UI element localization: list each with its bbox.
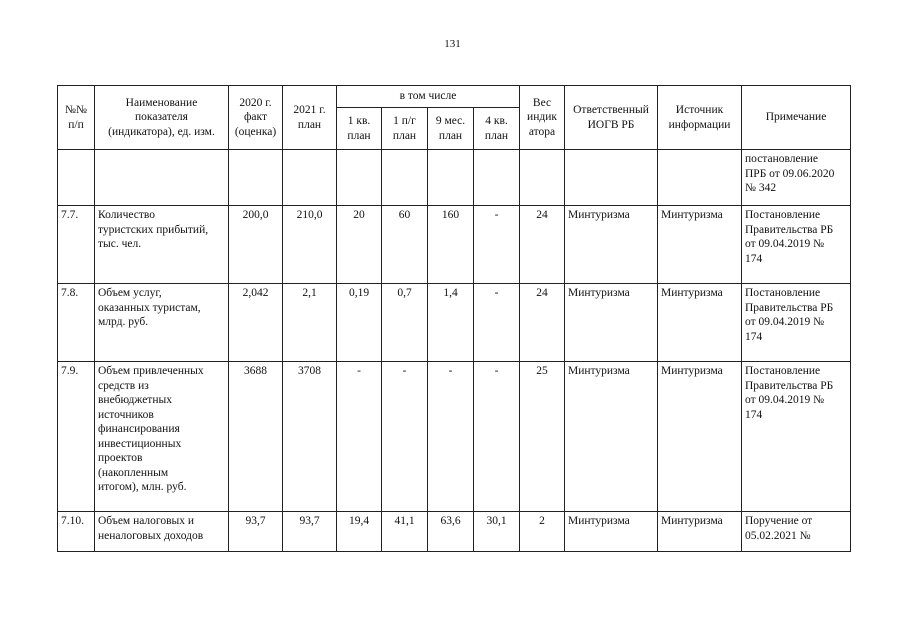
table-body — [58, 150, 851, 552]
9m-plan: - — [428, 362, 474, 512]
header-9m: 9 мес. план — [428, 108, 474, 150]
header-q1: 1 кв. план — [337, 108, 382, 150]
q1-plan — [337, 150, 382, 206]
9m-plan — [428, 150, 474, 206]
info-source: Минтуризма — [658, 284, 742, 362]
q4-plan: - — [474, 362, 520, 512]
note: Постановление Правительства РБ от 09.04.2019 № 174 — [742, 206, 851, 284]
table-row — [58, 512, 851, 552]
row-num: 7.10. — [58, 512, 95, 552]
h1-plan: 0,7 — [382, 284, 428, 362]
row-num: 7.7. — [58, 206, 95, 284]
responsible-agency — [565, 150, 658, 206]
responsible-agency: Минтуризма — [565, 206, 658, 284]
header-h1: 1 п/г план — [382, 108, 428, 150]
q1-plan: 19,4 — [337, 512, 382, 552]
h1-plan — [382, 150, 428, 206]
responsible-agency: Минтуризма — [565, 362, 658, 512]
header-note: Примечание — [742, 86, 851, 150]
indicator-weight: 24 — [520, 284, 565, 362]
fact-2020: 2,042 — [229, 284, 283, 362]
indicator-weight: 24 — [520, 206, 565, 284]
responsible-agency: Минтуризма — [565, 512, 658, 552]
info-source: Минтуризма — [658, 206, 742, 284]
q1-plan: 0,19 — [337, 284, 382, 362]
note: Постановление Правительства РБ от 09.04.2019 № 174 — [742, 362, 851, 512]
9m-plan: 1,4 — [428, 284, 474, 362]
header-responsible: Ответственный ИОГВ РБ — [565, 86, 658, 150]
plan-2021: 2,1 — [283, 284, 337, 362]
fact-2020: 3688 — [229, 362, 283, 512]
table-row — [58, 206, 851, 284]
table-row — [58, 150, 851, 206]
header-num: №№ п/п — [58, 86, 95, 150]
table-row — [58, 284, 851, 362]
header-weight: Вес индик атора — [520, 86, 565, 150]
fact-2020: 200,0 — [229, 206, 283, 284]
header-name: Наименование показателя (индикатора), ед. изм. — [95, 86, 229, 150]
row-num: 7.8. — [58, 284, 95, 362]
page-number: 131 — [444, 38, 461, 50]
indicator-name: Объем привлеченных средств из внебюджетных источников финансирования инвестиционных проектов (накопленным итогом), млн. руб. — [95, 362, 229, 512]
indicator-weight — [520, 150, 565, 206]
indicators-table — [57, 85, 851, 552]
table-row — [58, 362, 851, 512]
q1-plan: 20 — [337, 206, 382, 284]
note: постановление ПРБ от 09.06.2020 № 342 — [742, 150, 851, 206]
q4-plan: 30,1 — [474, 512, 520, 552]
indicator-name: Количество туристских прибытий, тыс. чел. — [95, 206, 229, 284]
row-num — [58, 150, 95, 206]
plan-2021: 3708 — [283, 362, 337, 512]
q4-plan: - — [474, 284, 520, 362]
responsible-agency: Минтуризма — [565, 284, 658, 362]
9m-plan: 63,6 — [428, 512, 474, 552]
q4-plan — [474, 150, 520, 206]
plan-2021: 210,0 — [283, 206, 337, 284]
header-source: Источник информации — [658, 86, 742, 150]
header-plan-2021: 2021 г. план — [283, 86, 337, 150]
indicator-name: Объем налоговых и неналоговых доходов — [95, 512, 229, 552]
9m-plan: 160 — [428, 206, 474, 284]
header-q4: 4 кв. план — [474, 108, 520, 150]
note: Поручение от 05.02.2021 № — [742, 512, 851, 552]
h1-plan: 41,1 — [382, 512, 428, 552]
h1-plan: 60 — [382, 206, 428, 284]
indicator-name — [95, 150, 229, 206]
plan-2021 — [283, 150, 337, 206]
info-source: Минтуризма — [658, 362, 742, 512]
fact-2020 — [229, 150, 283, 206]
header-including: в том числе — [337, 86, 520, 108]
row-num: 7.9. — [58, 362, 95, 512]
indicator-weight: 25 — [520, 362, 565, 512]
indicator-weight: 2 — [520, 512, 565, 552]
h1-plan: - — [382, 362, 428, 512]
q1-plan: - — [337, 362, 382, 512]
note: Постановление Правительства РБ от 09.04.2019 № 174 — [742, 284, 851, 362]
header-fact-2020: 2020 г. факт (оценка) — [229, 86, 283, 150]
info-source: Минтуризма — [658, 512, 742, 552]
q4-plan: - — [474, 206, 520, 284]
fact-2020: 93,7 — [229, 512, 283, 552]
info-source — [658, 150, 742, 206]
indicator-name: Объем услуг, оказанных туристам, млрд. руб. — [95, 284, 229, 362]
plan-2021: 93,7 — [283, 512, 337, 552]
